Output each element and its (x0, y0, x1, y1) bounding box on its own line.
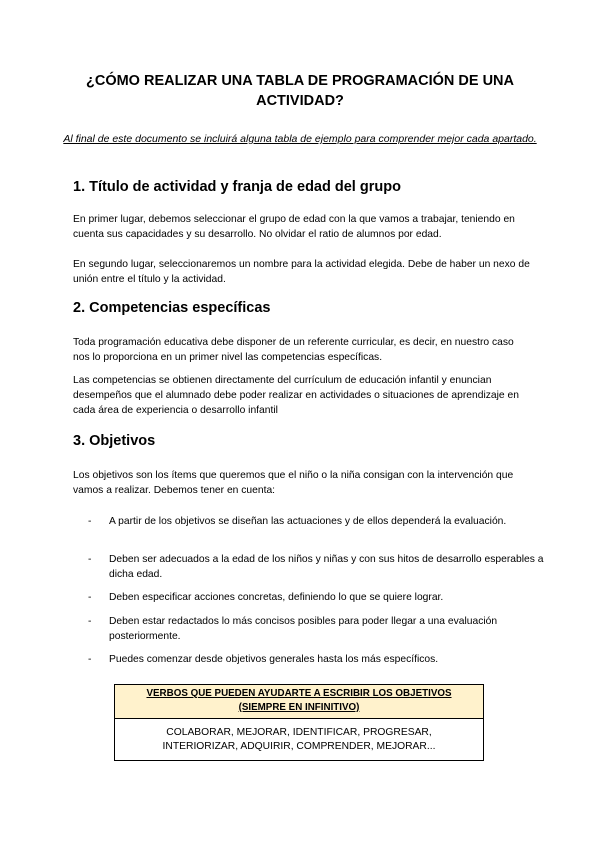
verbs-line-1: COLABORAR, MEJORAR, IDENTIFICAR, PROGRESAR, (166, 727, 432, 738)
intro-note: Al final de este documento se incluirá alguna tabla de ejemplo para comprender mejor cada apartado. (63, 133, 537, 145)
section-2-heading: 2. Competencias específicas (73, 300, 271, 316)
verbs-table-header (115, 685, 483, 719)
section-2-paragraph-1: Toda programación educativa debe disponer de un referente curricular, es decir, en nuestro caso nos lo proporciona en un primer nivel las competencias específicas. (73, 337, 514, 363)
section-3-heading: 3. Objetivos (73, 433, 156, 449)
list-item: - Puedes comenzar desde objetivos generales hasta los más específicos. (88, 654, 439, 665)
section-3-paragraph-1: Los objetivos son los ítems que queremos que el niño o la niña consigan con la intervención que vamos a realizar. Debemos tener en cuenta: (73, 470, 514, 496)
section-1-heading: 1. Título de actividad y franja de edad del grupo (73, 179, 401, 195)
bullet-dash: - (88, 654, 92, 665)
verbs-table (114, 684, 484, 761)
list-item: - Deben especificar acciones concretas, definiendo lo que se quiere lograr. (88, 592, 444, 603)
bullet-dash: - (88, 554, 92, 565)
bullet-dash: - (88, 616, 92, 627)
bullet-dash: - (88, 592, 92, 603)
section-1-paragraph-1: En primer lugar, debemos seleccionar el grupo de edad con la que vamos a trabajar, teniendo en cuenta sus capacidades y su desarrollo. No olvidar el ratio de alumnos por edad. (73, 214, 515, 240)
bullet-dash: - (88, 516, 92, 527)
document-title: ¿CÓMO REALIZAR UNA TABLA DE PROGRAMACIÓN DE UNA ACTIVIDAD? (86, 73, 514, 109)
list-item: - A partir de los objetivos se diseñan las actuaciones y de ellos dependerá la evaluación. (88, 516, 507, 527)
verbs-table-body (115, 719, 483, 760)
list-item: - Deben ser adecuados a la edad de los niños y niñas y con sus hitos de desarrollo esperables a dicha edad. (88, 554, 544, 580)
verbs-table-heading-line-1: VERBOS QUE PUEDEN AYUDARTE A ESCRIBIR LOS OBJETIVOS (146, 688, 452, 699)
section-1-paragraph-2: En segundo lugar, seleccionaremos un nombre para la actividad elegida. Debe de haber un nexo de unión entre el título y la actividad. (73, 259, 530, 285)
list-item: - Deben estar redactados lo más concisos posibles para poder llegar a una evaluación posteriormente. (88, 616, 498, 642)
verbs-line-2: INTERIORIZAR, ADQUIRIR, COMPRENDER, MEJORAR... (162, 741, 436, 752)
section-2-paragraph-2: Las competencias se obtienen directamente del currículum de educación infantil y enuncian desempeños que el alumnado debe poder realizar en actividades o situaciones de aprendizaje en cada área de experiencia o desarrollo infantil (73, 375, 519, 416)
verbs-table-heading-line-2: (SIEMPRE EN INFINITIVO) (238, 702, 360, 713)
